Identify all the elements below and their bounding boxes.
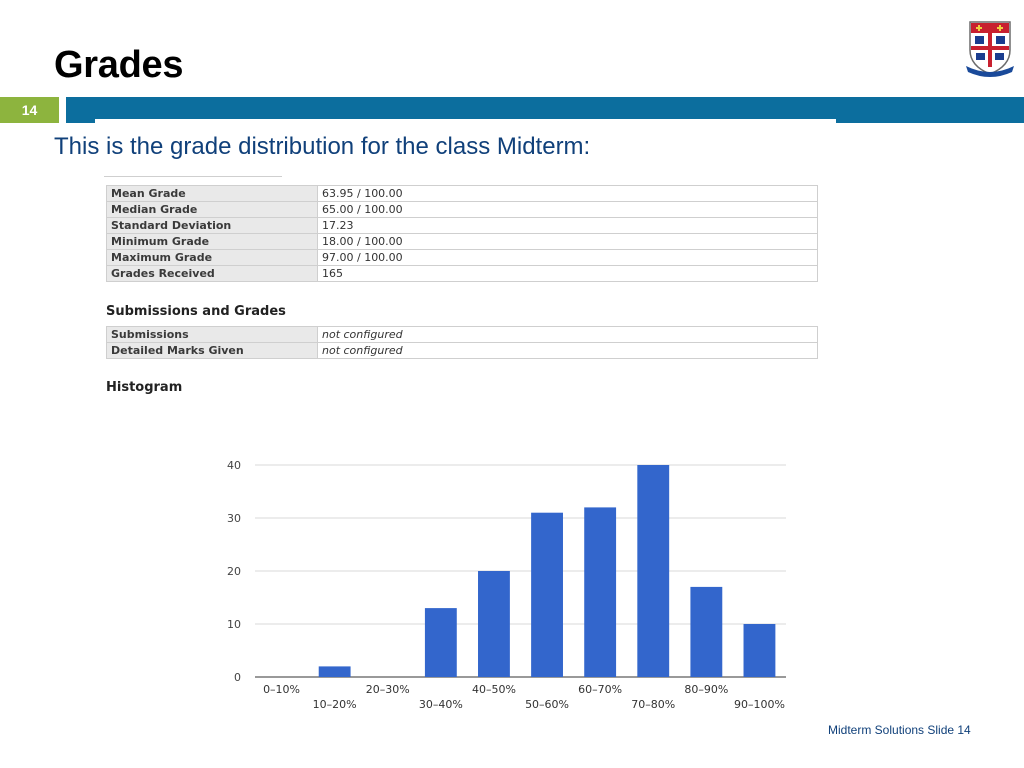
- y-tick-label: 10: [227, 618, 241, 631]
- submissions-heading: Submissions and Grades: [106, 304, 286, 319]
- table-row: [107, 202, 818, 218]
- histogram-bar: [478, 571, 510, 677]
- x-tick-label: 80–90%: [684, 683, 729, 696]
- stat-label: Minimum Grade: [107, 234, 318, 250]
- histogram-bar: [637, 465, 669, 677]
- header-band-divider: [95, 119, 836, 123]
- y-tick-label: 0: [234, 671, 241, 684]
- y-tick-label: 20: [227, 565, 241, 578]
- y-tick-label: 30: [227, 512, 241, 525]
- histogram-heading: Histogram: [106, 380, 183, 395]
- stat-label: Maximum Grade: [107, 250, 318, 266]
- university-crest-logo: [966, 16, 1014, 78]
- submission-label: Detailed Marks Given: [107, 343, 318, 359]
- table-row: [107, 250, 818, 266]
- submission-value: not configured: [318, 327, 818, 343]
- x-tick-label: 20–30%: [365, 683, 410, 696]
- cropped-heading-strip: [104, 176, 282, 181]
- table-row: [107, 218, 818, 234]
- x-tick-label: 50–60%: [525, 698, 570, 711]
- histogram-bar: [744, 624, 776, 677]
- table-row: [107, 186, 818, 202]
- stat-value: 165: [318, 266, 818, 282]
- x-tick-label: 10–20%: [312, 698, 357, 711]
- table-row: [107, 327, 818, 343]
- table-row: [107, 266, 818, 282]
- stat-value: 65.00 / 100.00: [318, 202, 818, 218]
- slide-number-badge: 14: [0, 97, 59, 123]
- histogram-bar: [425, 608, 457, 677]
- stat-value: 18.00 / 100.00: [318, 234, 818, 250]
- y-tick-label: 40: [227, 459, 241, 472]
- x-tick-label: 0–10%: [263, 683, 301, 696]
- stat-value: 97.00 / 100.00: [318, 250, 818, 266]
- histogram-bar: [319, 666, 351, 677]
- histogram-bar: [690, 587, 722, 677]
- submission-label: Submissions: [107, 327, 318, 343]
- slide-subtitle: This is the grade distribution for the class Midterm:: [54, 133, 591, 160]
- stat-label: Median Grade: [107, 202, 318, 218]
- histogram-bar: [584, 507, 616, 677]
- stat-label: Mean Grade: [107, 186, 318, 202]
- x-tick-label: 40–50%: [471, 683, 516, 696]
- stat-value: 63.95 / 100.00: [318, 186, 818, 202]
- submissions-table: [106, 326, 818, 359]
- slide-footer: Midterm Solutions Slide 14: [828, 723, 971, 737]
- table-row: [107, 234, 818, 250]
- stat-label: Grades Received: [107, 266, 318, 282]
- submission-value: not configured: [318, 343, 818, 359]
- grade-histogram-chart: [200, 450, 800, 715]
- stat-label: Standard Deviation: [107, 218, 318, 234]
- grade-statistics-table: [106, 185, 818, 282]
- table-row: [107, 343, 818, 359]
- x-tick-label: 90–100%: [733, 698, 785, 711]
- x-tick-label: 30–40%: [418, 698, 463, 711]
- stat-value: 17.23: [318, 218, 818, 234]
- slide-title: Grades: [54, 44, 184, 86]
- x-tick-label: 60–70%: [578, 683, 623, 696]
- x-tick-label: 70–80%: [631, 698, 676, 711]
- histogram-bar: [531, 513, 563, 677]
